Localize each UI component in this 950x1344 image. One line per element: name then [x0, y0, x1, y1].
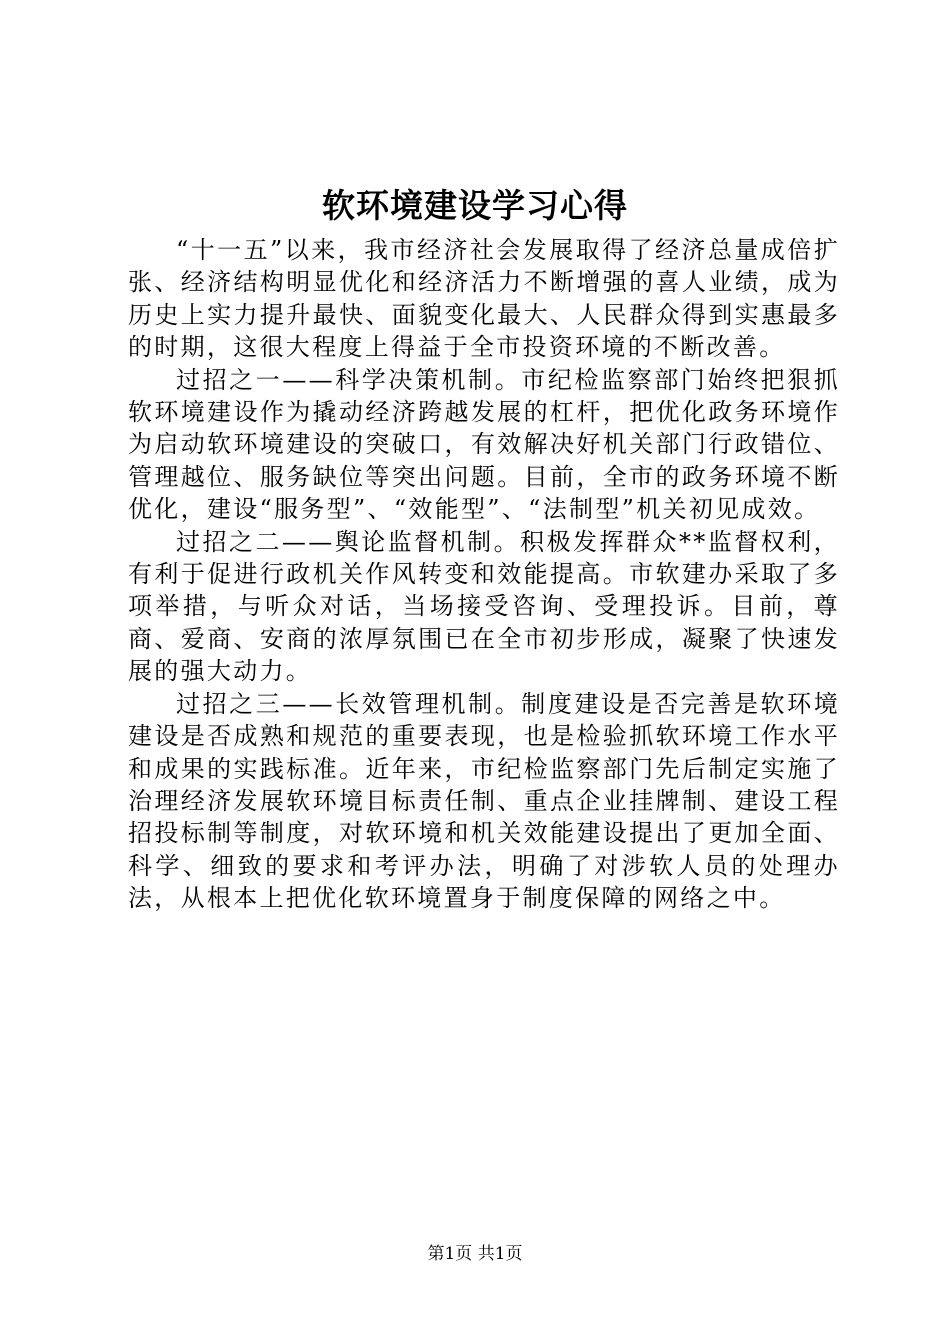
paragraph-measure-2: 过招之二——舆论监督机制。积极发挥群众**监督权利，有利于促进行政机关作风转变和效能提高。市软建办采取了多项举措，与听众对话，当场接受咨询、受理投诉。目前，尊商、爱商、安商的浓厚氛围已在全市初步形成，凝聚了快速发展的强大动力。 — [128, 527, 840, 686]
paragraph-measure-1: 过招之一——科学决策机制。市纪检监察部门始终把狠抓软环境建设作为撬动经济跨越发展的杠杆，把优化政务环境作为启动软环境建设的突破口，有效解决好机关部门行政错位、管理越位、服务缺位等突出问题。目前，全市的政务环境不断优化，建设“服务型”、“效能型”、“法制型”机关初见成效。 — [128, 365, 840, 524]
paragraph-measure-3: 过招之三——长效管理机制。制度建设是否完善是软环境建设是否成熟和规范的重要表现，也是检验抓软环境工作水平和成果的实践标准。近年来，市纪检监察部门先后制定实施了治理经济发展软环境目标责任制、重点企业挂牌制、建设工程招投标制等制度，对软环境和机关效能建设提出了更加全面、科学、细致的要求和考评办法，明确了对涉软人员的处理办法，从根本上把优化软环境置身于制度保障的网络之中。 — [128, 689, 840, 913]
document-title: 软环境建设学习心得 — [322, 186, 628, 225]
paragraph-intro: “十一五”以来，我市经济社会发展取得了经济总量成倍扩张、经济结构明显优化和经济活力不断增强的喜人业绩，成为历史上实力提升最快、面貌变化最大、人民群众得到实惠最多的时期，这很大程度上得益于全市投资环境的不断改善。 — [128, 236, 840, 362]
document-body — [128, 234, 840, 915]
page-footer: 第1页 共1页 — [427, 1244, 523, 1264]
